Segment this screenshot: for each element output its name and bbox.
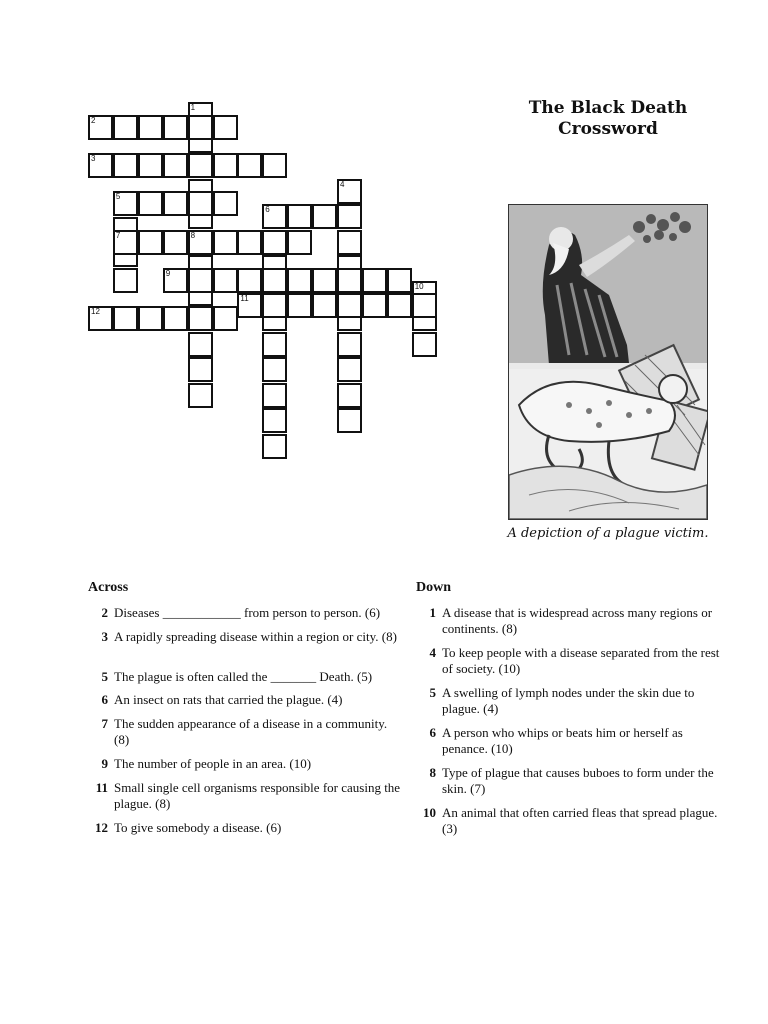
clue-text: A rapidly spreading disease within a region or city. (8) [114, 629, 397, 644]
clue-text: The number of people in an area. (10) [114, 756, 312, 771]
grid-cell[interactable] [163, 115, 188, 140]
clue-number: 1 [429, 605, 436, 620]
grid-cell[interactable] [213, 306, 238, 331]
grid-cell[interactable] [188, 357, 213, 382]
grid-cell-number: 8 [190, 230, 196, 240]
grid-cell[interactable] [337, 293, 362, 318]
grid-cell[interactable] [262, 153, 287, 178]
image-caption: A depiction of a plague victim. [507, 526, 709, 541]
grid-cell-number: 4 [340, 179, 345, 189]
clue-number: 11 [95, 780, 108, 795]
grid-cell[interactable] [163, 153, 188, 178]
clue-across-9 [84, 756, 402, 772]
clue-number: 10 [423, 805, 436, 820]
clue-down-5 [412, 685, 722, 717]
clue-down-8 [412, 765, 722, 797]
clue-text: Type of plague that causes buboes to form under the skin. (7) [442, 765, 714, 796]
grid-cell[interactable] [412, 293, 437, 318]
down-heading: Down [416, 580, 452, 595]
clue-text: To give somebody a disease. (6) [114, 820, 282, 835]
grid-cell[interactable] [113, 115, 138, 140]
clue-down-4 [412, 645, 722, 677]
grid-cell[interactable] [312, 204, 337, 229]
grid-cell[interactable] [188, 230, 213, 255]
grid-cell[interactable] [262, 434, 287, 459]
grid-cell[interactable] [213, 268, 238, 293]
clue-across-7 [84, 716, 402, 748]
grid-cell-number: 9 [165, 268, 171, 278]
title-line-1: The Black Death [528, 98, 688, 118]
grid-cell[interactable] [188, 383, 213, 408]
grid-cell[interactable] [188, 153, 213, 178]
grid-cell[interactable] [113, 268, 138, 293]
grid-cell[interactable] [262, 204, 287, 229]
clue-across-2 [84, 605, 402, 621]
grid-cell[interactable] [262, 230, 287, 255]
grid-cell-number: 12 [91, 307, 100, 316]
grid-cell[interactable] [138, 115, 163, 140]
grid-cell[interactable] [163, 230, 188, 255]
grid-cell[interactable] [337, 204, 362, 229]
clue-number: 7 [101, 716, 108, 731]
grid-cell[interactable] [287, 268, 312, 293]
grid-cell[interactable] [138, 191, 163, 216]
grid-cell[interactable] [88, 153, 113, 178]
grid-cell[interactable] [287, 204, 312, 229]
grid-cell[interactable] [163, 191, 188, 216]
across-heading: Across [88, 580, 129, 595]
clue-text: An animal that often carried fleas that spread plague. (3) [442, 805, 718, 836]
grid-cell[interactable] [213, 230, 238, 255]
grid-cell[interactable] [188, 115, 213, 140]
clue-number: 6 [101, 692, 108, 707]
grid-cell[interactable] [88, 115, 113, 140]
grid-cell[interactable] [262, 293, 287, 318]
grid-cell[interactable] [163, 306, 188, 331]
grid-cell[interactable] [188, 268, 213, 293]
grid-cell[interactable] [113, 230, 138, 255]
clue-number: 2 [101, 605, 108, 620]
clue-number: 3 [101, 629, 108, 644]
clue-number: 5 [429, 685, 436, 700]
title-line-2: Crossword [558, 119, 658, 139]
grid-cell[interactable] [113, 306, 138, 331]
grid-cell[interactable] [138, 230, 163, 255]
grid-cell[interactable] [213, 153, 238, 178]
grid-cell[interactable] [163, 268, 188, 293]
clue-down-6 [412, 725, 722, 757]
grid-cell[interactable] [412, 332, 437, 357]
clue-number: 4 [429, 645, 436, 660]
grid-cell-number: 7 [115, 230, 121, 240]
clue-text: A disease that is widespread across many regions or continents. (8) [442, 605, 713, 636]
grid-cell-number: 3 [91, 154, 96, 163]
clue-text: An insect on rats that carried the plague. (4) [114, 692, 343, 707]
grid-cell[interactable] [262, 268, 287, 293]
clue-down-10 [412, 805, 722, 837]
grid-cell-number: 10 [414, 281, 424, 291]
grid-cell[interactable] [337, 408, 362, 433]
grid-cell[interactable] [287, 293, 312, 318]
grid-cell[interactable] [337, 357, 362, 382]
plague-victim-illustration [508, 204, 708, 520]
clue-text: The plague is often called the _______ Death. (5) [114, 669, 373, 684]
clue-number: 9 [101, 756, 108, 771]
grid-cell[interactable] [113, 153, 138, 178]
grid-cell[interactable] [138, 306, 163, 331]
grid-cell[interactable] [312, 293, 337, 318]
grid-cell[interactable] [88, 306, 113, 331]
clue-text: Diseases ____________ from person to person. (6) [114, 605, 381, 620]
grid-cell[interactable] [337, 230, 362, 255]
clue-across-3 [84, 629, 402, 645]
grid-cell[interactable] [387, 293, 412, 318]
clue-across-12 [84, 820, 402, 836]
grid-cell[interactable] [138, 153, 163, 178]
grid-cell[interactable] [312, 268, 337, 293]
grid-cell[interactable] [337, 179, 362, 204]
grid-cell[interactable] [237, 153, 262, 178]
grid-cell[interactable] [213, 191, 238, 216]
clue-text: To keep people with a disease separated from the rest of society. (10) [442, 645, 720, 676]
clue-across-6 [84, 692, 402, 708]
grid-cell-number: 1 [190, 103, 196, 112]
grid-cell-number: 2 [91, 115, 96, 125]
clue-down-1 [412, 605, 722, 637]
grid-cell[interactable] [188, 306, 213, 331]
grid-cell[interactable] [287, 230, 312, 255]
grid-cell[interactable] [262, 332, 287, 357]
grid-cell[interactable] [262, 383, 287, 408]
clue-text: The sudden appearance of a disease in a community. (8) [114, 716, 388, 747]
grid-cell[interactable] [188, 191, 213, 216]
grid-cell[interactable] [113, 191, 138, 216]
clue-across-11 [84, 780, 402, 812]
grid-cell-number: 5 [115, 192, 121, 202]
clue-text: A swelling of lymph nodes under the skin due to plague. (4) [442, 685, 695, 716]
grid-cell[interactable] [337, 268, 362, 293]
grid-cell[interactable] [188, 332, 213, 357]
page-title [508, 98, 708, 140]
clue-text: Small single cell organisms responsible for causing the plague. (8) [114, 780, 401, 811]
grid-cell[interactable] [337, 383, 362, 408]
clue-number: 5 [101, 669, 108, 684]
grid-cell[interactable] [262, 408, 287, 433]
grid-cell[interactable] [387, 268, 412, 293]
clue-number: 8 [429, 765, 436, 780]
grid-cell[interactable] [213, 115, 238, 140]
clue-number: 12 [95, 820, 108, 835]
grid-cell[interactable] [362, 293, 387, 318]
clue-text: A person who whips or beats him or herself as penance. (10) [442, 725, 683, 756]
grid-cell[interactable] [262, 357, 287, 382]
clue-number: 6 [429, 725, 436, 740]
grid-cell-number: 11 [240, 294, 249, 304]
clue-across-5 [84, 669, 402, 685]
grid-cell[interactable] [237, 230, 262, 255]
grid-cell[interactable] [237, 293, 262, 318]
grid-cell[interactable] [362, 268, 387, 293]
grid-cell[interactable] [337, 332, 362, 357]
grid-cell[interactable] [237, 268, 262, 293]
grid-cell-number: 6 [265, 205, 270, 214]
